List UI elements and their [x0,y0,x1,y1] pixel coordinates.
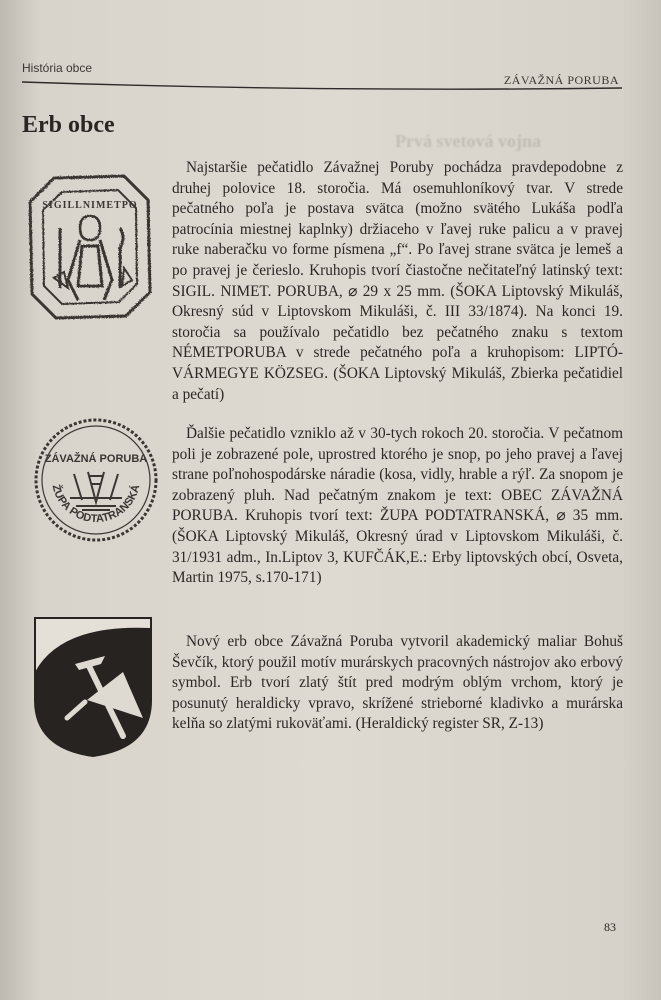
coat-of-arms-shield-image [31,614,155,760]
page-title: Erb obce [22,112,115,138]
page-number: 83 [604,920,616,934]
running-head-left: História obce [22,61,93,75]
seal2-top-text: ZÁVAŽNÁ PORUBA [44,453,148,465]
running-head-right: ZÁVAŽNÁ PORUBA [503,73,619,87]
paragraph-second-seal: Ďalšie pečatidlo vzniklo až v 30-tych rokoch 20. storočia. V pečatnom poli je zobrazené pole, uprostred ktorého je snop, po jeho pravej a ľavej strane poľnohospodárske náradie (kosa, vidly, hrable a rýľ. Za snopom je zobrazený pluh. Nad pečatným znakom je text: OBEC ZÁVAŽNÁ PORUBA. Kruhopis tvorí text: ŽUPA PODTATRANSKÁ, ⌀ 35 mm. (ŠOKA Liptovský Mikuláš, Okresný úrad v Liptovskom Mikuláši, č. 31/1931 adm., In.Liptov 3, KUFČÁK,E.: Erby liptovských obcí, Osveta, Martin 1975, s.170-171) [172,425,623,587]
seal2-ring-textpath: ŽUPA PODTATRANSKÁ [49,483,143,526]
header-rule [22,78,622,92]
seal-octagonal-saint-image [24,168,156,324]
paragraph-oldest-seal: Najstaršie pečatidlo Závažnej Poruby pochádza pravdepodobne z druhej polovice 18. storočia. Má osemuhloníkový tvar. V strede pečatného poľa je postava svätca (možno svätého Lukáša podľa patrocínia miestnej kaplnky) držiaceho v ľavej ruke palicu a v pravej ruke naberačku vo forme písmena „f“. Po ľavej strane svätca je lemeš a po pravej je čerieslo. Kruhopis tvorí čiastočne nečitateľný latinský text: SIGIL. NIMET. PORUBA, ⌀ 29 x 25 mm. (ŠOKA Liptovský Mikuláš, Okresný súd v Liptovskom Mikuláši, č. III 33/1874). Na konci 19. storočia sa používalo pečatidlo bez pečatného znaku s textom NÉMETPORUBA v strede pečatného poľa a kruhopisom: LIPTÓ-VÁRMEGYE KÖZSEG. (ŠOKA Liptovský Mikuláš, Zbierka pečatidiel a pečatí) [172,159,623,403]
seal1-legend: SIGILLNIMETPO [42,200,138,211]
paragraph-new-coat-of-arms: Nový erb obce Závažná Poruba vytvoril akademický maliar Bohuš Ševčík, ktorý použil motív murárskych pracovných nástrojov ako erbový symbol. Erb tvorí zlatý štít pred modrým oblým vrchom, ktorý je posunutý heraldicky vpravo, skrížené strieborné kladivko a murárska kelňa so zlatými rukoväťami. (Heraldický register SR, Z-13) [172,633,623,733]
bleed-through-title: Prvá svetová vojna [395,131,541,151]
seal-round-zupa-podtatranska-image [30,414,162,550]
